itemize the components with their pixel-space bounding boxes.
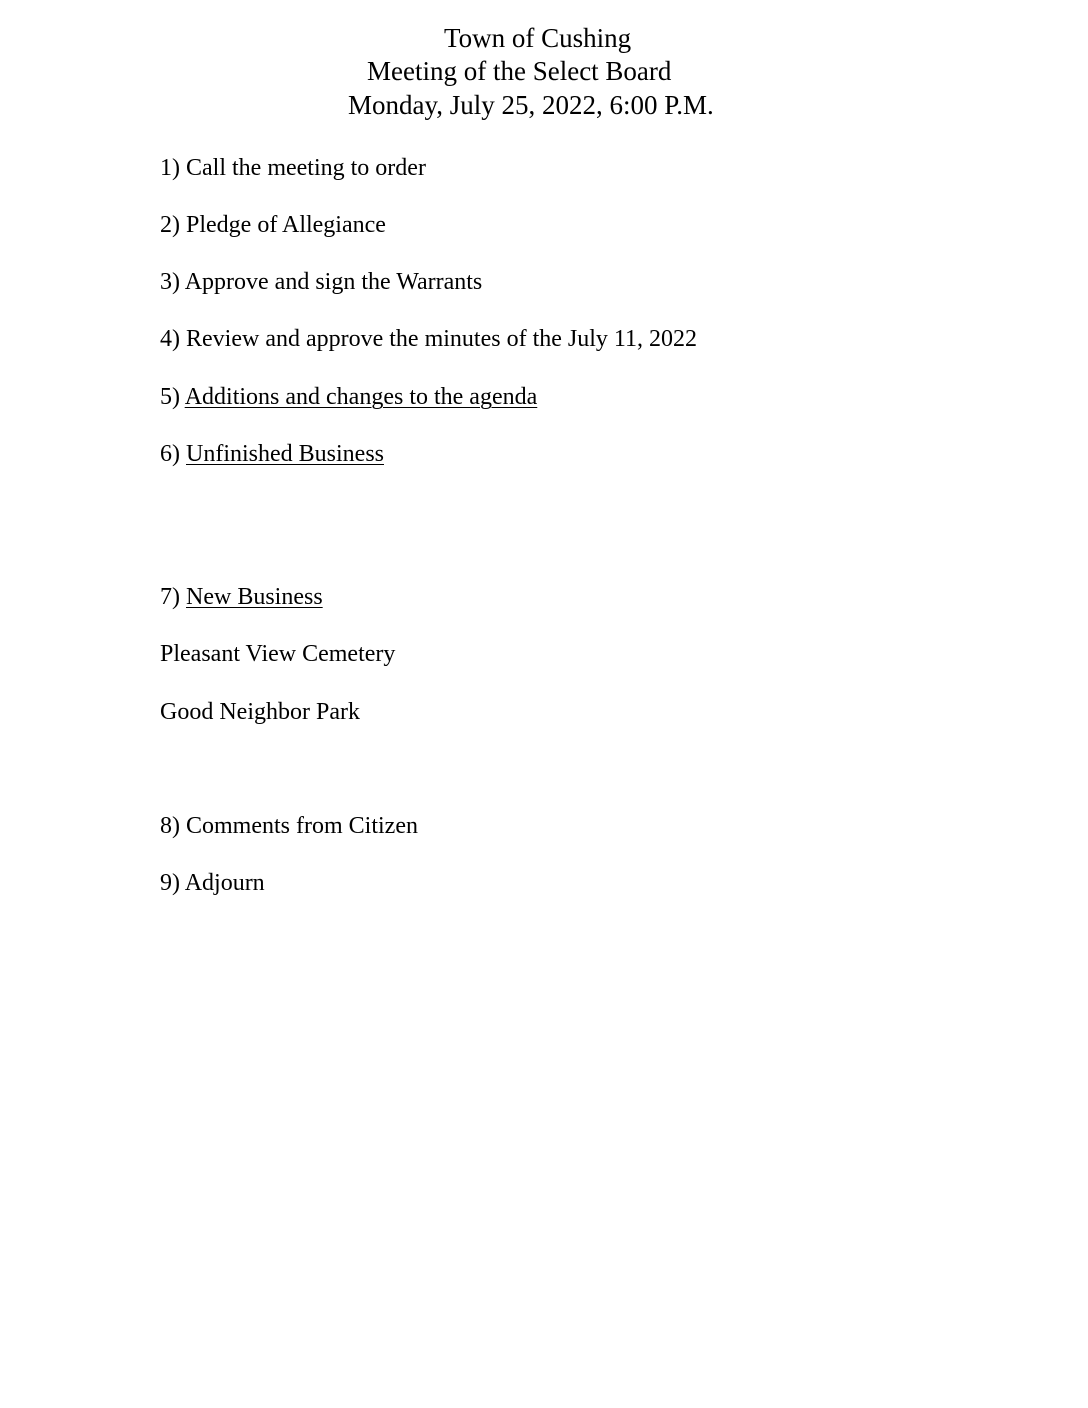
agenda-item-number: 9) xyxy=(160,870,180,896)
agenda-item-number: 4) xyxy=(160,326,180,352)
agenda-item-number: 6) xyxy=(160,441,180,467)
agenda-item-number: 2) xyxy=(160,212,180,238)
agenda-item-text: Call the meeting to order xyxy=(186,155,426,181)
agenda-item-number: 5) xyxy=(160,384,180,410)
agenda-item-7 xyxy=(160,582,323,612)
agenda-item-9 xyxy=(160,868,265,898)
agenda-item-6 xyxy=(160,439,384,469)
agenda-item-text: Pledge of Allegiance xyxy=(186,212,386,238)
agenda-item-4 xyxy=(160,324,697,354)
agenda-item-text: Adjourn xyxy=(184,870,265,896)
new-business-item: Pleasant View Cemetery xyxy=(160,641,396,667)
agenda-item-8 xyxy=(160,811,418,841)
meeting-title: Meeting of the Select Board xyxy=(367,56,672,86)
agenda-item-number: 3) xyxy=(160,269,180,295)
agenda-item-number: 1) xyxy=(160,155,180,181)
agenda-item-text: Additions and changes to the agenda xyxy=(184,384,538,410)
agenda-item-text: Comments from Citizen xyxy=(186,813,418,839)
agenda-item-text: Approve and sign the Warrants xyxy=(184,269,483,295)
meeting-date: Monday, July 25, 2022, 6:00 P.M. xyxy=(348,90,714,120)
agenda-item-text: Unfinished Business xyxy=(186,441,384,467)
agenda-item-2 xyxy=(160,210,386,240)
agenda-item-1 xyxy=(160,153,426,183)
agenda-item-5 xyxy=(160,382,537,412)
new-business-item: Good Neighbor Park xyxy=(160,699,360,725)
agenda-item-3 xyxy=(160,267,482,297)
agenda-item-number: 7) xyxy=(160,584,180,610)
agenda-item-number: 8) xyxy=(160,813,180,839)
agenda-item-text: Review and approve the minutes of the July 11, 2022 xyxy=(186,326,698,352)
agenda-item-text: New Business xyxy=(186,584,323,610)
town-title: Town of Cushing xyxy=(444,23,632,53)
